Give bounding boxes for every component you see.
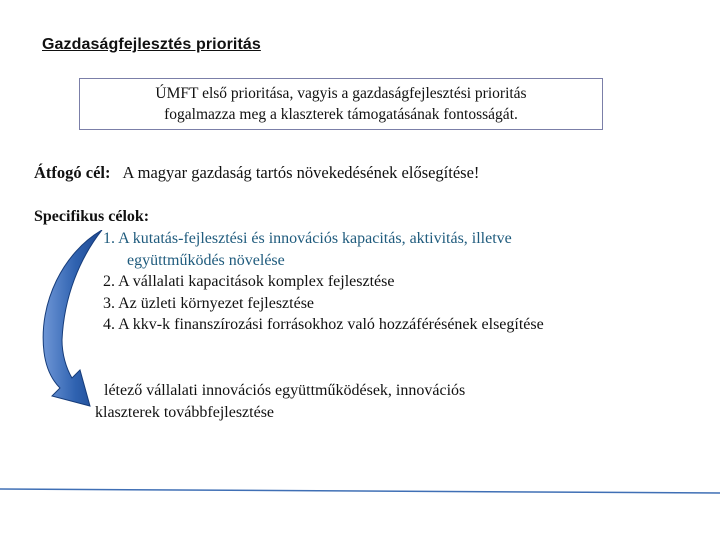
specific-goal-1 [103, 228, 544, 271]
outcome-line-2: klaszterek továbbfejlesztése [95, 404, 275, 421]
info-box-line-1: ÚMFT első prioritása, vagyis a gazdaságfejlesztési prioritás [155, 85, 527, 102]
priority-info-box [79, 78, 603, 130]
overall-goal-label: Átfogó cél: [34, 163, 111, 182]
specific-goal-1-line-1: 1. A kutatás-fejlesztési és innovációs kapacitás, aktivitás, illetve [103, 230, 512, 247]
overall-goal-text: A magyar gazdaság tartós növekedésének elősegítése! [122, 163, 480, 182]
specific-goal-3: 3. Az üzleti környezet fejlesztése [103, 294, 315, 312]
overall-goal [34, 163, 479, 183]
info-box-line-2: fogalmazza meg a klaszterek támogatásának fontosságát. [164, 106, 518, 123]
slide-title: Gazdaságfejlesztés prioritás [42, 36, 261, 53]
outcome-line-1: létező vállalati innovációs együttműködések, innovációs [104, 382, 466, 399]
bottom-divider [0, 480, 720, 500]
specific-goals-list [103, 228, 544, 336]
specific-goal-2: 2. A vállalati kapacitások komplex fejlesztése [103, 273, 395, 290]
specific-goal-4: 4. A kkv-k finanszírozási forrásokhoz való hozzáférésének elsegítése [103, 316, 544, 333]
specific-goals-title: Specifikus célok: [34, 208, 150, 225]
specific-goal-1-line-2: együttműködés növelése [127, 251, 285, 269]
outcome-text [95, 380, 465, 424]
